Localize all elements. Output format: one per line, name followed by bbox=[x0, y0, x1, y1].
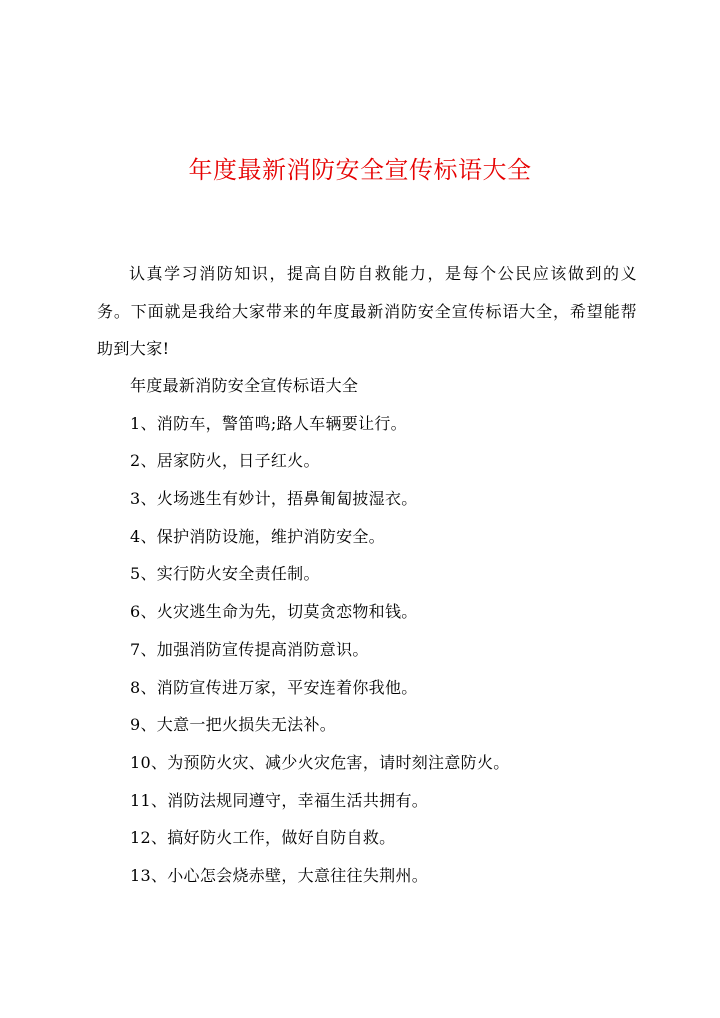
list-subheading: 年度最新消防安全宣传标语大全 bbox=[130, 376, 359, 395]
list-item: 7、加强消防宣传提高消防意识。 bbox=[130, 639, 369, 659]
list-item: 8、消防宣传进万家，平安连着你我他。 bbox=[130, 677, 418, 697]
list-item: 12、搞好防火工作，做好自防自救。 bbox=[130, 828, 396, 848]
list-item: 9、大意一把火损失无法补。 bbox=[130, 715, 337, 735]
list-item: 6、火灾逃生命为先，切莫贪恋物和钱。 bbox=[130, 602, 418, 622]
document-title: 年度最新消防安全宣传标语大全 bbox=[188, 156, 532, 184]
list-item: 13、小心怎会烧赤壁，大意往往失荆州。 bbox=[130, 865, 429, 885]
list-item: 3、火场逃生有妙计，捂鼻匍匐披湿衣。 bbox=[130, 489, 418, 509]
list-item: 10、为预防火灾、减少火灾危害，请时刻注意防火。 bbox=[130, 752, 510, 772]
list-item: 2、居家防火，日子红火。 bbox=[130, 451, 320, 471]
intro-paragraph: 认真学习消防知识，提高自防自救能力，是每个公民应该做到的义务。下面就是我给大家带来的年度最新消防安全宣传标语大全，希望能帮助到大家! bbox=[97, 264, 637, 358]
list-item: 11、消防法规同遵守，幸福生活共拥有。 bbox=[130, 790, 429, 810]
list-item: 4、保护消防设施，维护消防安全。 bbox=[130, 526, 385, 546]
list-item: 1、消防车，警笛鸣;路人车辆要让行。 bbox=[130, 413, 407, 433]
list-item: 5、实行防火安全责任制。 bbox=[130, 564, 320, 584]
slogan-list bbox=[130, 367, 510, 895]
